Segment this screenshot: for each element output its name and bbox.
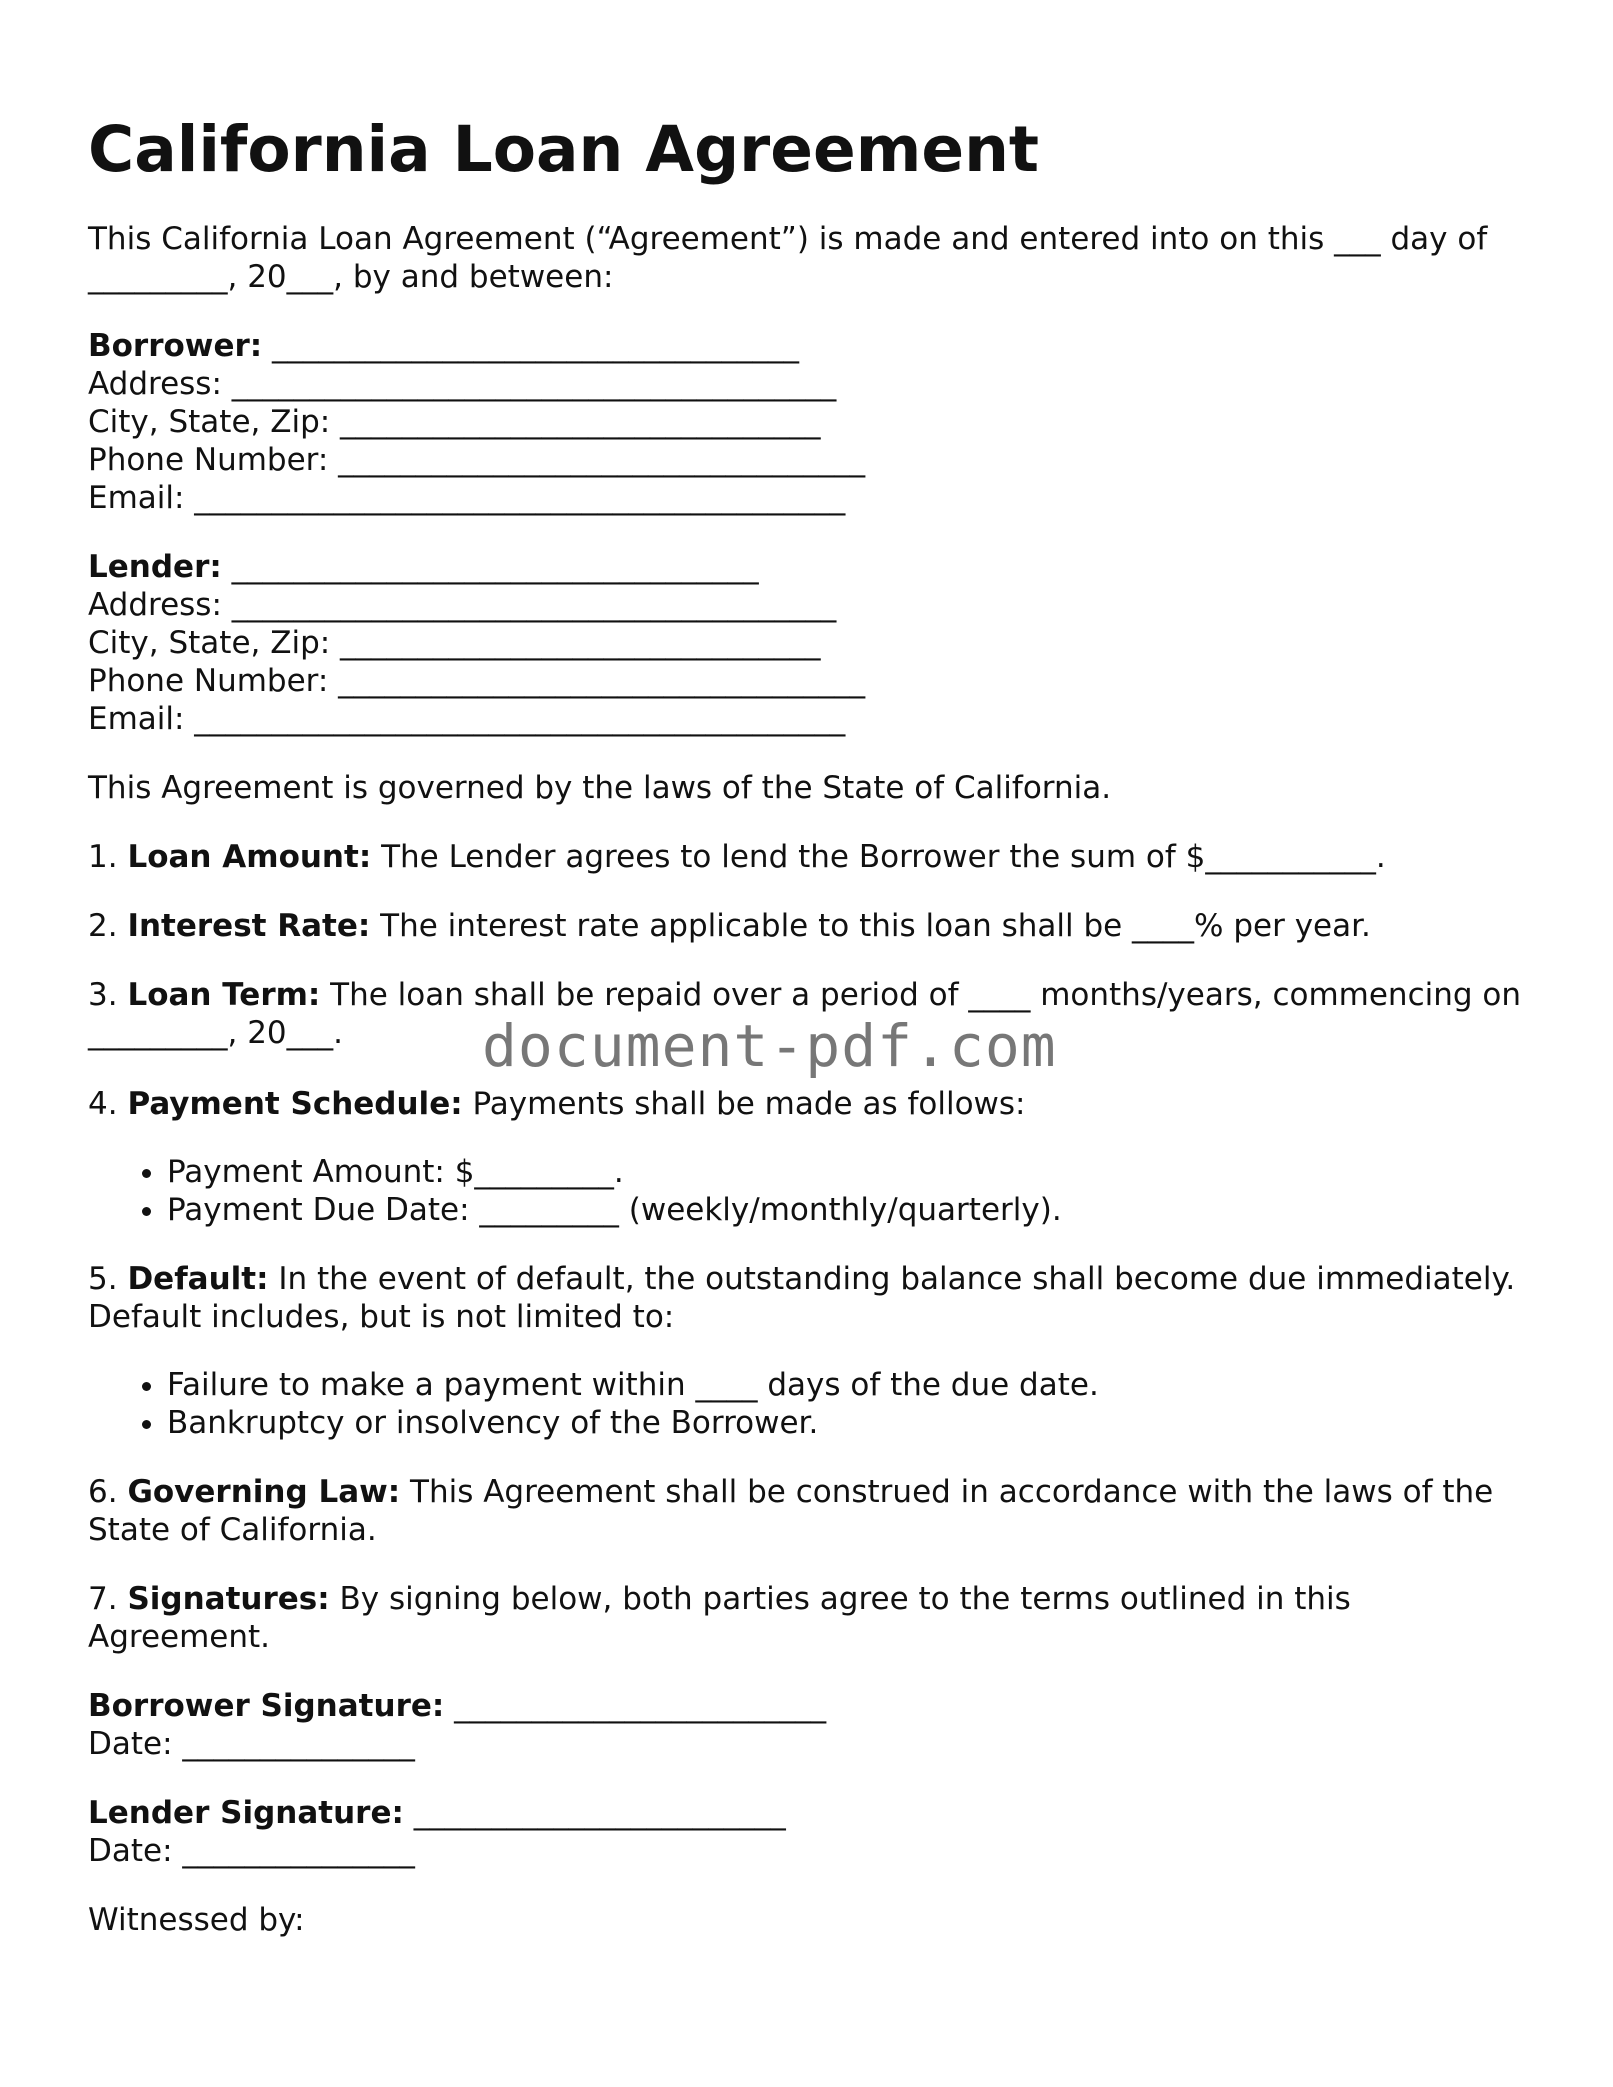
borrower-signature-label: Borrower Signature: [88, 1688, 445, 1724]
section-label: Payment Schedule: [127, 1086, 463, 1122]
lender-block [88, 548, 1528, 738]
document-title: California Loan Agreement [88, 113, 1040, 186]
lender-name-blank: __________________________________ [221, 549, 759, 585]
section-number: 4. [88, 1086, 128, 1122]
section-text: The loan shall be repaid over a period of ____ months/years, commencing on _________, 20___. [88, 977, 1522, 1051]
section-number: 3. [88, 977, 128, 1013]
payment-schedule-list [88, 1153, 1528, 1229]
borrower-date-line: Date: _______________ [88, 1726, 415, 1762]
lender-city-line: City, State, Zip: _______________________________ [88, 625, 821, 661]
section-default [88, 1260, 1528, 1336]
section-label: Loan Amount: [127, 839, 372, 875]
borrower-signature-line [88, 1687, 1528, 1725]
lender-signature-blank: ________________________ [403, 1795, 786, 1831]
lender-signature-label: Lender Signature: [88, 1795, 404, 1831]
lender-phone-line: Phone Number: __________________________________ [88, 663, 866, 699]
borrower-address-line: Address: _______________________________________ [88, 366, 837, 402]
borrower-signature-blank: ________________________ [444, 1688, 827, 1724]
section-text: In the event of default, the outstanding balance shall become due immediately. Default includes, but is not limited to: [88, 1261, 1516, 1335]
lender-address-line: Address: _______________________________________ [88, 587, 837, 623]
section-label: Signatures: [127, 1581, 330, 1617]
witnessed-by: Witnessed by: [88, 1902, 305, 1938]
borrower-block [88, 327, 1528, 517]
section-text: This Agreement shall be construed in accordance with the laws of the State of California. [88, 1474, 1494, 1548]
section-number: 6. [88, 1474, 128, 1510]
section-loan-amount [88, 838, 1528, 876]
section-payment-schedule [88, 1085, 1528, 1123]
borrower-name-line [88, 327, 1528, 365]
list-item: • Payment Amount: $_________. [167, 1153, 1528, 1191]
lender-email-line: Email: __________________________________________ [88, 701, 846, 737]
lender-date-line: Date: _______________ [88, 1833, 415, 1869]
list-item: • Bankruptcy or insolvency of the Borrower. [167, 1404, 1528, 1442]
section-text: By signing below, both parties agree to the terms outlined in this Agreement. [88, 1581, 1351, 1655]
lender-signature-line [88, 1794, 1528, 1832]
intro-paragraph: This California Loan Agreement (“Agreement”) is made and entered into on this ___ day of _________, 20___, by and between: [88, 221, 1488, 295]
list-item: • Failure to make a payment within ____ days of the due date. [167, 1366, 1528, 1404]
default-conditions-list [88, 1366, 1528, 1442]
section-number: 5. [88, 1261, 128, 1297]
borrower-email-line: Email: __________________________________________ [88, 480, 846, 516]
borrower-signature-block [88, 1687, 1528, 1763]
section-number: 1. [88, 839, 128, 875]
borrower-city-line: City, State, Zip: _______________________________ [88, 404, 821, 440]
section-interest-rate [88, 907, 1528, 945]
lender-signature-block [88, 1794, 1528, 1870]
section-number: 2. [88, 908, 128, 944]
watermark: document-pdf.com [482, 1012, 1057, 1080]
section-number: 7. [88, 1581, 128, 1617]
section-text: Payments shall be made as follows: [462, 1086, 1026, 1122]
section-label: Default: [127, 1261, 269, 1297]
section-governing-law [88, 1473, 1528, 1549]
section-label: Loan Term: [127, 977, 321, 1013]
section-signatures [88, 1580, 1528, 1656]
section-label: Interest Rate: [127, 908, 371, 944]
borrower-label: Borrower: [88, 328, 263, 364]
section-text: The interest rate applicable to this loan shall be ____% per year. [370, 908, 1371, 944]
governed-statement: This Agreement is governed by the laws of the State of California. [88, 770, 1112, 806]
section-label: Governing Law: [127, 1474, 401, 1510]
lender-name-line [88, 548, 1528, 586]
borrower-name-blank: __________________________________ [262, 328, 800, 364]
section-text: The Lender agrees to lend the Borrower the sum of $___________. [371, 839, 1386, 875]
list-item: • Payment Due Date: _________ (weekly/monthly/quarterly). [167, 1191, 1528, 1229]
borrower-phone-line: Phone Number: __________________________________ [88, 442, 866, 478]
lender-label: Lender: [88, 549, 222, 585]
